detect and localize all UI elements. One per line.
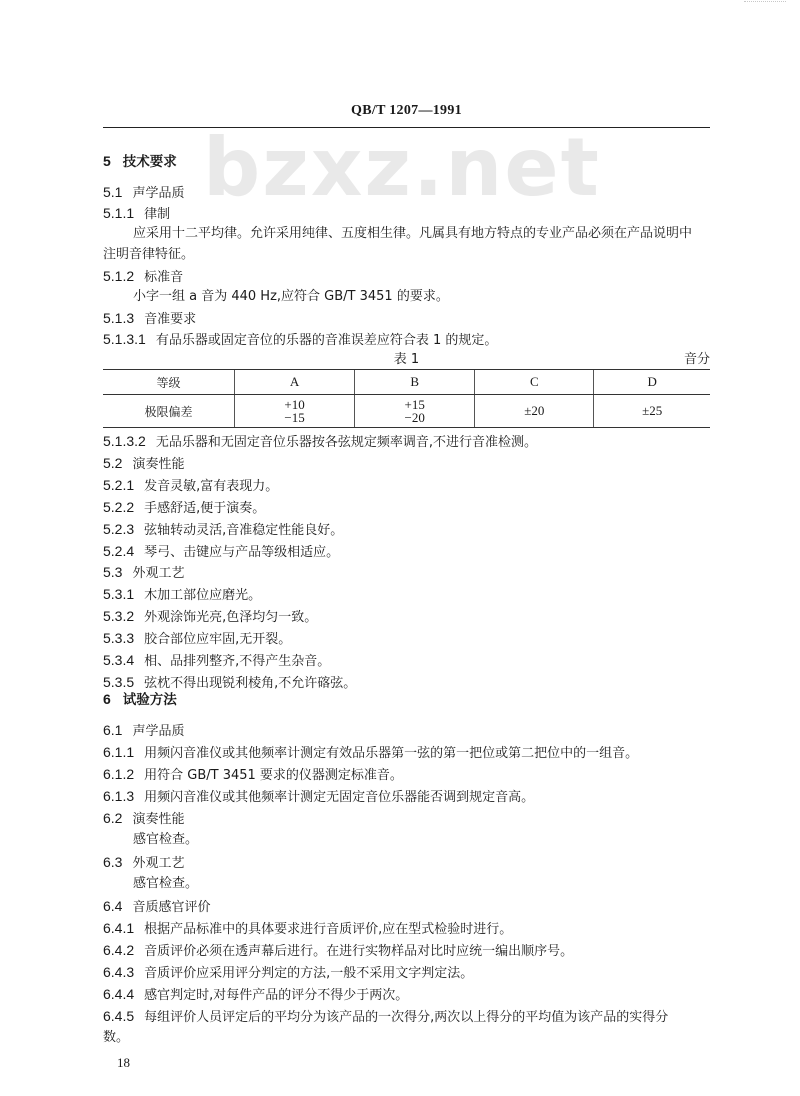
section-6-4-5: 6.4.5 每组评价人员评定后的平均分为该产品的一次得分,两次以上得分的平均值为该产品的实得分: [103, 1008, 669, 1025]
paragraph: 数。: [103, 1030, 130, 1045]
table-row-label: 极限偏差: [103, 395, 235, 428]
section-6-3-heading: 6.3 外观工艺: [103, 854, 185, 871]
section-5-heading: 5 技术要求: [103, 153, 177, 170]
watermark: bzxz.net: [203, 121, 601, 214]
section-6-4-1: 6.4.1 根据产品标准中的具体要求进行音质评价,应在型式检验时进行。: [103, 920, 513, 937]
section-5-1-3-1: 5.1.3.1 有品乐器或固定音位的乐器的音准误差应符合表 1 的规定。: [103, 331, 498, 348]
table-header-cell: 等级: [103, 370, 235, 395]
section-5-1-heading: 5.1 声学品质: [103, 184, 185, 201]
table-header-cell: A: [235, 370, 355, 395]
corner-scan-mark: [744, 1, 786, 7]
paragraph: 小字一组 a 音为 440 Hz,应符合 GB/T 3451 的要求。: [133, 289, 449, 304]
section-5-3-1: 5.3.1 木加工部位应磨光。: [103, 586, 262, 603]
table-header-cell: B: [355, 370, 475, 395]
section-5-3-heading: 5.3 外观工艺: [103, 564, 185, 581]
section-5-1-3-2: 5.1.3.2 无品乐器和无固定音位乐器按各弦规定频率调音,不进行音准检测。: [103, 433, 537, 450]
section-5-2-2: 5.2.2 手感舒适,便于演奏。: [103, 499, 266, 516]
section-6-1-heading: 6.1 声学品质: [103, 722, 185, 739]
table-header-cell: D: [594, 370, 710, 395]
tolerance-table: [103, 369, 710, 428]
table-cell: +15 −20: [355, 395, 475, 428]
section-6-1-1: 6.1.1 用频闪音准仪或其他频率计测定有效品乐器第一弦的第一把位或第二把位中的一组音。: [103, 744, 639, 761]
paragraph: 注明音律特征。: [103, 247, 195, 262]
paragraph: 感官检查。: [133, 832, 199, 847]
paragraph: 感官检查。: [133, 876, 199, 891]
table-row: [103, 395, 710, 428]
table-header-row: [103, 370, 710, 395]
section-6-1-2: 6.1.2 用符合 GB/T 3451 要求的仪器测定标准音。: [103, 766, 403, 783]
section-5-2-heading: 5.2 演奏性能: [103, 455, 185, 472]
section-5-2-3: 5.2.3 弦轴转动灵活,音准稳定性能良好。: [103, 521, 344, 538]
section-5-1-2-heading: 5.1.2 标准音: [103, 268, 184, 285]
table-unit: 音分: [683, 352, 710, 367]
section-6-2-heading: 6.2 演奏性能: [103, 810, 185, 827]
section-5-3-4: 5.3.4 相、品排列整齐,不得产生杂音。: [103, 652, 331, 669]
section-6-1-3: 6.1.3 用频闪音准仪或其他频率计测定无固定音位乐器能否调到规定音高。: [103, 788, 535, 805]
section-5-3-3: 5.3.3 胶合部位应牢固,无开裂。: [103, 630, 292, 647]
section-5-3-5: 5.3.5 弦枕不得出现锐利棱角,不允许碦弦。: [103, 674, 357, 691]
section-6-4-2: 6.4.2 音质评价必须在透声幕后进行。在进行实物样品对比时应统一编出顺序号。: [103, 942, 574, 959]
standard-code-header: QB/T 1207—1991: [351, 103, 462, 118]
section-5-3-2: 5.3.2 外观涂饰光亮,色泽均匀一致。: [103, 608, 318, 625]
section-5-1-1-heading: 5.1.1 律制: [103, 205, 171, 222]
table-cell: ±20: [475, 395, 594, 428]
section-6-4-3: 6.4.3 音质评价应采用评分判定的方法,一般不采用文字判定法。: [103, 964, 474, 981]
section-5-2-4: 5.2.4 琴弓、击键应与产品等级相适应。: [103, 543, 340, 560]
section-6-4-heading: 6.4 音质感官评价: [103, 898, 211, 915]
table-cell: ±25: [594, 395, 710, 428]
page-number: 18: [117, 1055, 130, 1070]
section-6-heading: 6 试验方法: [103, 691, 177, 708]
section-5-2-1: 5.2.1 发音灵敏,富有表现力。: [103, 477, 279, 494]
header-rule: [103, 127, 710, 128]
paragraph: 应采用十二平均律。允许采用纯律、五度相生律。凡属具有地方特点的专业产品必须在产品说明中: [133, 226, 693, 241]
section-5-1-3-heading: 5.1.3 音准要求: [103, 310, 197, 327]
section-6-4-4: 6.4.4 感官判定时,对每件产品的评分不得少于两次。: [103, 986, 409, 1003]
table-cell: +10 −15: [235, 395, 355, 428]
table-title: 表 1: [393, 352, 420, 367]
table-header-cell: C: [475, 370, 594, 395]
